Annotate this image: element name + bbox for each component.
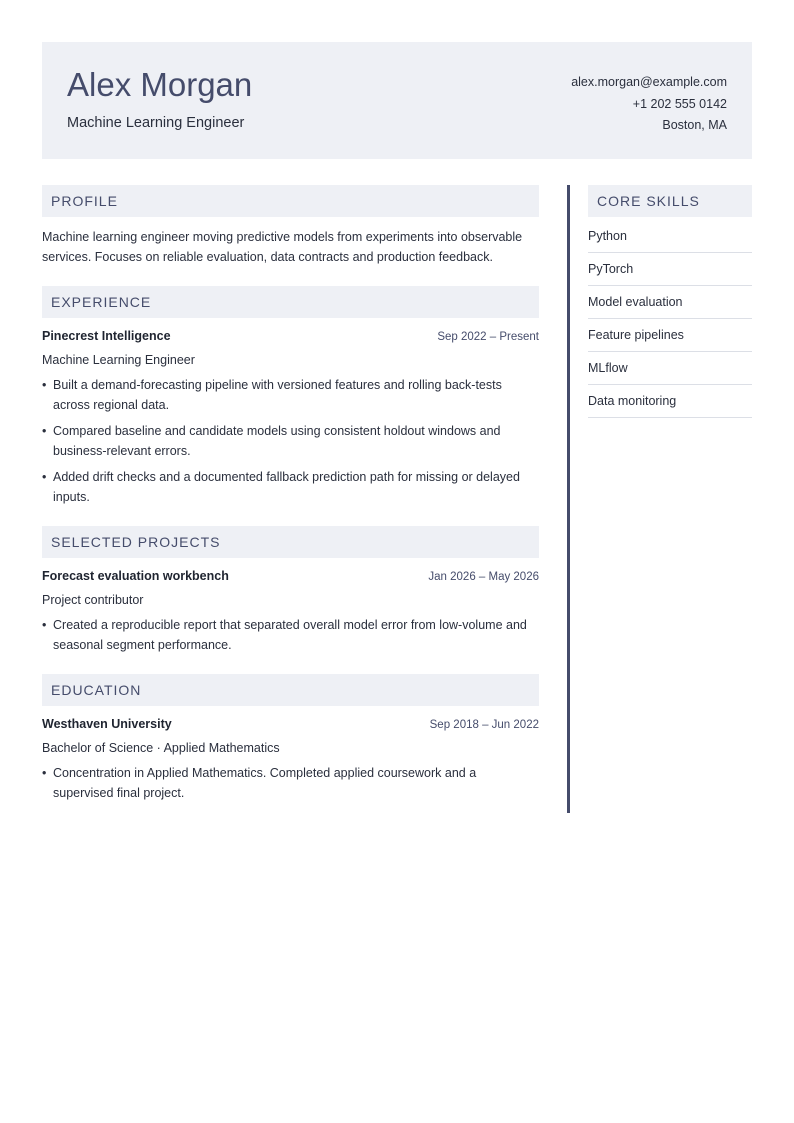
entry-dates: Sep 2018 – Jun 2022 (429, 719, 539, 731)
skill-item: Feature pipelines (588, 319, 752, 352)
candidate-name: Alex Morgan (67, 66, 253, 103)
skill-item: Python (588, 220, 752, 253)
skills-heading: CORE SKILLS (588, 185, 752, 217)
entry-bullets (42, 375, 539, 507)
contact-email: alex.morgan@example.com (571, 75, 727, 89)
profile-heading: PROFILE (42, 185, 539, 217)
contact-phone: +1 202 555 0142 (632, 96, 727, 111)
education-heading: EDUCATION (42, 674, 539, 706)
contact-location: Boston, MA (662, 118, 727, 132)
bullet-item: • Created a reproducible report that separated overall model error from low-volume and seasonal segment performance. (42, 615, 539, 655)
entry-bullets (42, 763, 539, 803)
entry-organization: Westhaven University (42, 717, 172, 731)
main-column (42, 185, 539, 809)
bullet-item: • Added drift checks and a documented fallback prediction path for missing or delayed inputs. (42, 467, 539, 507)
skill-item: Data monitoring (588, 385, 752, 418)
entry-dates: Sep 2022 – Present (437, 331, 539, 343)
column-divider (567, 185, 570, 813)
experience-heading: EXPERIENCE (42, 286, 539, 318)
education-entry (42, 717, 539, 803)
resume-header (42, 42, 752, 159)
skill-item: PyTorch (588, 253, 752, 286)
entry-dates: Jan 2026 – May 2026 (428, 571, 539, 583)
entry-role: Machine Learning Engineer (42, 353, 195, 367)
entry-role: Project contributor (42, 593, 144, 607)
skills-list (588, 220, 752, 418)
experience-entry (42, 329, 539, 507)
projects-heading: SELECTED PROJECTS (42, 526, 539, 558)
entry-role: Bachelor of Science · Applied Mathematics (42, 741, 280, 755)
entry-organization: Pinecrest Intelligence (42, 329, 171, 343)
entry-organization: Forecast evaluation workbench (42, 569, 229, 583)
project-entry (42, 569, 539, 655)
bullet-item: • Built a demand-forecasting pipeline with versioned features and rolling back-tests across regional data. (42, 375, 539, 415)
candidate-title: Machine Learning Engineer (67, 115, 245, 131)
bullet-item: • Compared baseline and candidate models using consistent holdout windows and business-relevant errors. (42, 421, 539, 461)
contact-block (571, 72, 727, 137)
profile-text: Machine learning engineer moving predictive models from experiments into observable services. Focuses on reliable evaluation, data contracts and production feedback. (42, 230, 523, 264)
skill-item: Model evaluation (588, 286, 752, 319)
bullet-item: • Concentration in Applied Mathematics. Completed applied coursework and a supervised final project. (42, 763, 539, 803)
skill-item: MLflow (588, 352, 752, 385)
sidebar-column (588, 185, 752, 418)
entry-bullets (42, 615, 539, 655)
